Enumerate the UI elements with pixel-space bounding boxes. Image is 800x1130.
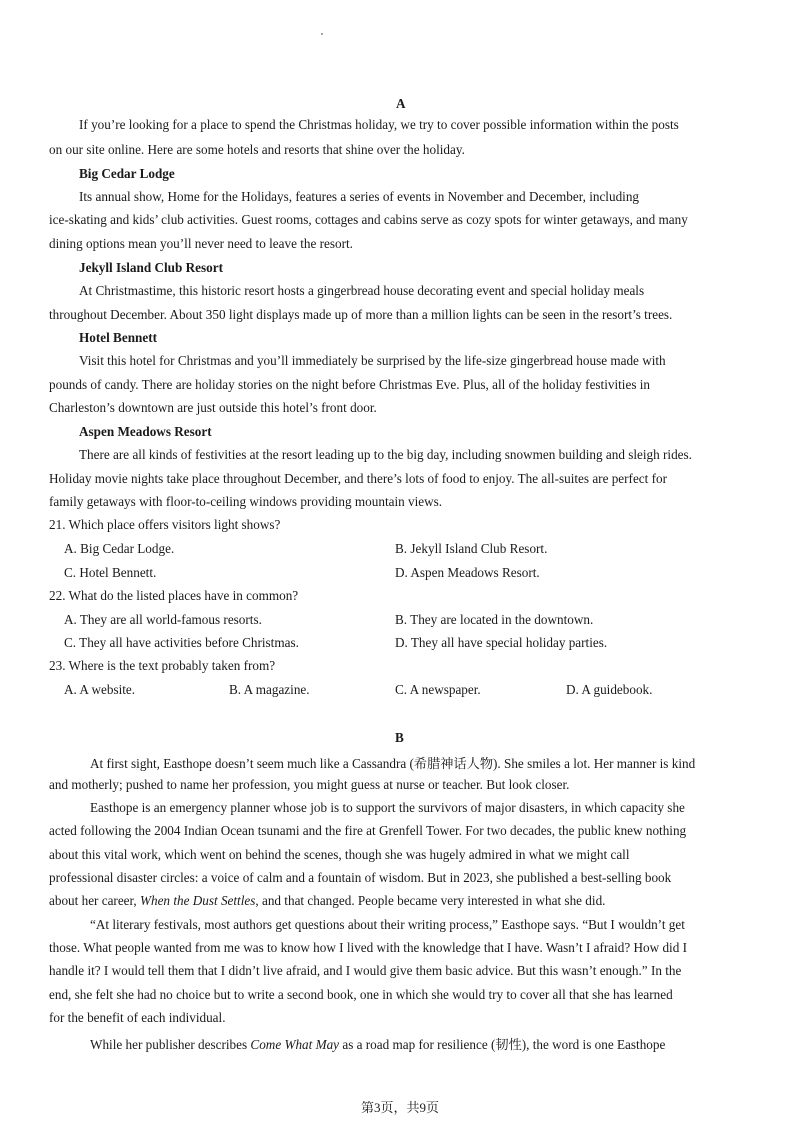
passage-b-p3-line-3: handle it? I would tell them that I didn’t live afraid, and I would give them basic advice. But this wasn’t enough.” In the — [49, 963, 682, 978]
question-23: 23. Where is the text probably taken from? — [49, 658, 276, 673]
q21-option-d: D. Aspen Meadows Resort. — [395, 565, 540, 580]
q23-option-c: C. A newspaper. — [395, 682, 481, 697]
p2-line-5-start: about her career, — [49, 893, 140, 908]
q23-option-d: D. A guidebook. — [566, 682, 653, 697]
book-title-come: Come What May — [250, 1037, 340, 1052]
passage-b-p2-line-3: about this vital work, which went on behind the scenes, though she was hugely admired in what we might call — [49, 847, 630, 862]
q23-option-a: A. A website. — [64, 682, 136, 697]
resort-title-big-cedar: Big Cedar Lodge — [79, 166, 175, 181]
passage-b-p2-line-5 — [49, 893, 605, 909]
passage-b-p3-line-2: those. What people wanted from me was to know how I lived with the knowledge that I have. Wasn’t I afraid? How did I — [49, 940, 688, 955]
passage-b-p1-line-1: At first sight, Easthope doesn’t seem much like a Cassandra (希腊神话人物). She smiles a lot. Her manner is kind — [90, 756, 696, 771]
jekyll-line-1: At Christmastime, this historic resort hosts a gingerbread house decorating event and special holiday meals — [79, 283, 645, 298]
big-cedar-line-2: ice-skating and kids’ club activities. Guest rooms, cottages and cabins serve as cozy spots for winter getaways, and many — [49, 212, 688, 227]
bennett-line-3: Charleston’s downtown are just outside this hotel’s front door. — [49, 400, 377, 415]
p2-line-5-end: , and that changed. People became very interested in what she did. — [255, 893, 606, 908]
passage-b-p3-line-5: for the benefit of each individual. — [49, 1010, 226, 1025]
question-21: 21. Which place offers visitors light shows? — [49, 517, 281, 532]
q22-option-c: C. They all have activities before Christmas. — [64, 635, 299, 650]
resort-title-jekyll: Jekyll Island Club Resort — [79, 260, 223, 275]
big-cedar-line-3: dining options mean you’ll never need to leave the resort. — [49, 236, 353, 251]
scan-speck — [321, 33, 323, 35]
passage-b-p4-line-1 — [90, 1034, 665, 1053]
intro-line-1: If you’re looking for a place to spend the Christmas holiday, we try to cover possible information within the posts — [79, 117, 679, 132]
resort-title-bennett: Hotel Bennett — [79, 330, 158, 345]
p4-line-1-end: as a road map for resilience (韧性), the word is one Easthope — [339, 1037, 666, 1052]
passage-b-p2-line-1: Easthope is an emergency planner whose job is to support the survivors of major disasters, in which capacity she — [90, 800, 685, 815]
big-cedar-line-1: Its annual show, Home for the Holidays, features a series of events in November and December, including — [79, 189, 640, 204]
q22-option-a: A. They are all world-famous resorts. — [64, 612, 262, 627]
p4-line-1-start: While her publisher describes — [90, 1037, 251, 1052]
passage-b-p3-line-4: end, she felt she had no choice but to write a second book, one in which she would try to cover all that she has learned — [49, 987, 673, 1002]
passage-b-p1-line-2: and motherly; pushed to name her profession, you might guess at nurse or teacher. But look closer. — [49, 777, 570, 792]
resort-title-aspen: Aspen Meadows Resort — [79, 424, 212, 439]
q21-option-b: B. Jekyll Island Club Resort. — [395, 541, 548, 556]
aspen-line-2: Holiday movie nights take place throughout December, and there’s lots of food to enjoy. The all-suites are perfect for — [49, 471, 667, 486]
q22-option-b: B. They are located in the downtown. — [395, 612, 594, 627]
aspen-line-1: There are all kinds of festivities at the resort leading up to the big day, including snowmen building and sleigh rides. — [79, 447, 692, 462]
passage-b-p3-line-1: “At literary festivals, most authors get questions about their writing process,” Easthope says. “But I wouldn’t get — [90, 917, 685, 932]
q23-option-b: B. A magazine. — [229, 682, 310, 697]
section-b-heading: B — [395, 730, 404, 745]
passage-b-p2-line-4: professional disaster circles: a voice of calm and a fountain of wisdom. But in 2023, she published a best-selling book — [49, 870, 672, 885]
passage-b-p2-line-2: acted following the 2004 Indian Ocean tsunami and the fire at Grenfell Tower. For two decades, the public knew nothing — [49, 823, 687, 838]
bennett-line-1: Visit this hotel for Christmas and you’ll immediately be surprised by the life-size gingerbread house made with — [79, 353, 666, 368]
book-title-dust: When the Dust Settles — [140, 893, 256, 908]
q21-option-c: C. Hotel Bennett. — [64, 565, 157, 580]
question-22: 22. What do the listed places have in common? — [49, 588, 299, 603]
page-footer: 第3页，共9页 — [360, 1100, 439, 1115]
bennett-line-2: pounds of candy. There are holiday stories on the night before Christmas Eve. Plus, all of the holiday festivities in — [49, 377, 651, 392]
jekyll-line-2: throughout December. About 350 light displays made up of more than a million lights can be seen in the resort’s trees. — [49, 307, 673, 322]
q22-option-d: D. They all have special holiday parties. — [395, 635, 608, 650]
q21-option-a: A. Big Cedar Lodge. — [64, 541, 175, 556]
section-a-heading: A — [396, 96, 406, 111]
aspen-line-3: family getaways with floor-to-ceiling windows providing mountain views. — [49, 494, 443, 509]
intro-line-2: on our site online. Here are some hotels and resorts that shine over the holiday. — [49, 142, 465, 157]
